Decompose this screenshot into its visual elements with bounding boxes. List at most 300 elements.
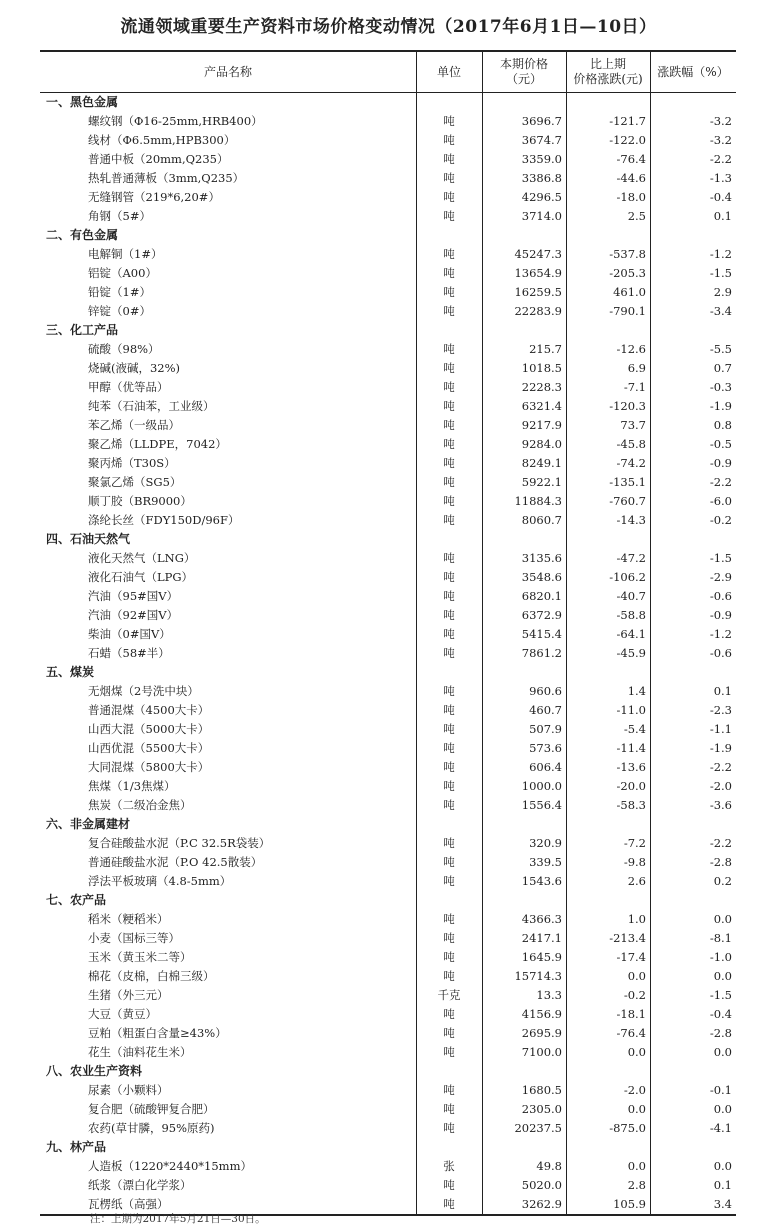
unit-cell: 吨 <box>443 589 455 603</box>
unit-cell: 吨 <box>443 1083 455 1097</box>
table-row <box>40 701 736 720</box>
unit-cell: 吨 <box>443 1178 455 1192</box>
section-row <box>40 891 736 910</box>
change-cell: -205.3 <box>609 266 646 280</box>
change-cell: -760.7 <box>609 494 646 508</box>
table-row <box>40 169 736 188</box>
percent-cell: -0.6 <box>709 646 732 660</box>
change-cell: 0.0 <box>627 969 646 983</box>
change-cell: -14.3 <box>616 513 646 527</box>
change-cell: -135.1 <box>609 475 646 489</box>
change-cell: 2.8 <box>627 1178 646 1192</box>
section-title: 七、农产品 <box>46 893 107 907</box>
table-body <box>40 93 736 1214</box>
change-cell: 2.5 <box>627 209 646 223</box>
unit-cell: 吨 <box>443 133 455 147</box>
percent-cell: -2.3 <box>709 703 732 717</box>
change-cell: -76.4 <box>616 152 646 166</box>
price-cell: 2305.0 <box>521 1102 562 1116</box>
percent-cell: -0.3 <box>709 380 732 394</box>
percent-cell: -1.5 <box>709 988 732 1002</box>
product-name: 普通硅酸盐水泥（P.O 42.5散装） <box>88 855 263 869</box>
percent-cell: -1.2 <box>709 247 732 261</box>
section-title: 二、有色金属 <box>46 228 119 242</box>
price-cell: 1000.0 <box>521 779 562 793</box>
product-name: 铅锭（1#） <box>88 285 151 299</box>
change-cell: -47.2 <box>616 551 646 565</box>
change-cell: -213.4 <box>609 931 646 945</box>
table-row <box>40 834 736 853</box>
product-name: 石蜡（58#半） <box>88 646 170 660</box>
price-cell: 5020.0 <box>521 1178 562 1192</box>
change-cell: -18.1 <box>616 1007 646 1021</box>
percent-cell: -2.9 <box>709 570 732 584</box>
price-cell: 2417.1 <box>521 931 562 945</box>
section-row <box>40 226 736 245</box>
header-change: 比上期 价格涨跌(元) <box>573 57 643 86</box>
price-cell: 2228.3 <box>521 380 562 394</box>
price-cell: 3386.8 <box>521 171 562 185</box>
section-row <box>40 1062 736 1081</box>
table-row <box>40 1157 736 1176</box>
table-row <box>40 1024 736 1043</box>
percent-cell: -1.9 <box>709 741 732 755</box>
percent-cell: -0.4 <box>709 190 732 204</box>
percent-cell: -3.2 <box>709 133 732 147</box>
percent-cell: -2.0 <box>709 779 732 793</box>
product-name: 聚氯乙烯（SG5） <box>88 475 182 489</box>
table-row <box>40 1043 736 1062</box>
change-cell: -58.8 <box>616 608 646 622</box>
price-cell: 8060.7 <box>521 513 562 527</box>
unit-cell: 吨 <box>443 209 455 223</box>
price-cell: 16259.5 <box>514 285 562 299</box>
change-cell: -120.3 <box>609 399 646 413</box>
table-header <box>40 50 736 93</box>
product-name: 角钢（5#） <box>88 209 151 223</box>
price-cell: 4156.9 <box>521 1007 562 1021</box>
percent-cell: -0.9 <box>709 456 732 470</box>
unit-cell: 吨 <box>443 912 455 926</box>
change-cell: 0.0 <box>627 1102 646 1116</box>
change-cell: -13.6 <box>616 760 646 774</box>
change-cell: -122.0 <box>609 133 646 147</box>
table-row <box>40 340 736 359</box>
percent-cell: -1.1 <box>709 722 732 736</box>
price-cell: 1680.5 <box>521 1083 562 1097</box>
percent-cell: -2.2 <box>709 152 732 166</box>
price-cell: 960.6 <box>529 684 562 698</box>
percent-cell: 0.2 <box>713 874 732 888</box>
price-cell: 5922.1 <box>521 475 562 489</box>
product-name: 铝锭（A00） <box>88 266 157 280</box>
column-divider <box>650 50 651 1216</box>
unit-cell: 张 <box>443 1159 455 1173</box>
change-cell: -875.0 <box>609 1121 646 1135</box>
change-cell: -9.8 <box>623 855 646 869</box>
price-cell: 8249.1 <box>521 456 562 470</box>
table-row <box>40 378 736 397</box>
percent-cell: -2.2 <box>709 760 732 774</box>
price-table <box>40 50 736 1216</box>
change-cell: -45.8 <box>616 437 646 451</box>
change-cell: 461.0 <box>613 285 646 299</box>
change-cell: -121.7 <box>609 114 646 128</box>
price-cell: 3696.7 <box>521 114 562 128</box>
unit-cell: 吨 <box>443 627 455 641</box>
unit-cell: 吨 <box>443 456 455 470</box>
change-cell: -790.1 <box>609 304 646 318</box>
column-divider <box>482 50 483 1216</box>
product-name: 尿素（小颗料） <box>88 1083 169 1097</box>
table-row <box>40 283 736 302</box>
price-cell: 49.8 <box>536 1159 562 1173</box>
change-cell: -76.4 <box>616 1026 646 1040</box>
table-row <box>40 1005 736 1024</box>
change-cell: -44.6 <box>616 171 646 185</box>
percent-cell: -3.6 <box>709 798 732 812</box>
percent-cell: 2.9 <box>713 285 732 299</box>
header-name: 产品名称 <box>203 64 252 79</box>
price-cell: 11884.3 <box>514 494 562 508</box>
section-row <box>40 663 736 682</box>
price-cell: 1645.9 <box>521 950 562 964</box>
unit-cell: 吨 <box>443 570 455 584</box>
change-cell: -7.2 <box>623 836 646 850</box>
price-cell: 5415.4 <box>521 627 562 641</box>
table-row <box>40 682 736 701</box>
price-cell: 22283.9 <box>514 304 562 318</box>
product-name: 浮法平板玻璃（4.8-5mm） <box>88 874 232 888</box>
unit-cell: 吨 <box>443 1102 455 1116</box>
product-name: 普通中板（20mm,Q235） <box>88 152 229 166</box>
percent-cell: 0.1 <box>713 209 732 223</box>
product-name: 烧碱(液碱，32%) <box>88 361 181 375</box>
percent-cell: -2.8 <box>709 1026 732 1040</box>
table-row <box>40 1100 736 1119</box>
table-row <box>40 397 736 416</box>
change-cell: 105.9 <box>613 1197 646 1211</box>
table-row <box>40 511 736 530</box>
product-name: 液化天然气（LNG） <box>88 551 196 565</box>
table-row <box>40 549 736 568</box>
percent-cell: 0.0 <box>713 1045 732 1059</box>
product-name: 焦炭（二级冶金焦） <box>88 798 192 812</box>
table-row <box>40 986 736 1005</box>
product-name: 花生（油料花生米） <box>88 1045 192 1059</box>
price-cell: 20237.5 <box>514 1121 562 1135</box>
change-cell: -11.4 <box>616 741 646 755</box>
percent-cell: 0.8 <box>713 418 732 432</box>
price-cell: 6321.4 <box>521 399 562 413</box>
product-name: 聚丙烯（T30S） <box>88 456 176 470</box>
unit-cell: 吨 <box>443 304 455 318</box>
percent-cell: 0.1 <box>713 684 732 698</box>
unit-cell: 吨 <box>443 931 455 945</box>
table-row <box>40 568 736 587</box>
percent-cell: -0.5 <box>709 437 732 451</box>
unit-cell: 吨 <box>443 741 455 755</box>
unit-cell: 吨 <box>443 874 455 888</box>
unit-cell: 吨 <box>443 798 455 812</box>
unit-cell: 吨 <box>443 779 455 793</box>
table-row <box>40 1119 736 1138</box>
unit-cell: 吨 <box>443 171 455 185</box>
unit-cell: 吨 <box>443 418 455 432</box>
price-cell: 13654.9 <box>514 266 562 280</box>
price-cell: 339.5 <box>529 855 562 869</box>
product-name: 涤纶长丝（FDY150D/96F） <box>88 513 240 527</box>
product-name: 焦煤（1/3焦煤） <box>88 779 176 793</box>
product-name: 苯乙烯（一级品） <box>88 418 180 432</box>
table-row <box>40 587 736 606</box>
price-cell: 320.9 <box>529 836 562 850</box>
table-row <box>40 207 736 226</box>
change-cell: -12.6 <box>616 342 646 356</box>
product-name: 无烟煤（2号洗中块） <box>88 684 199 698</box>
price-cell: 6372.9 <box>521 608 562 622</box>
percent-cell: -1.5 <box>709 551 732 565</box>
percent-cell: 0.0 <box>713 1102 732 1116</box>
price-cell: 3135.6 <box>521 551 562 565</box>
percent-cell: 0.0 <box>713 912 732 926</box>
unit-cell: 吨 <box>443 247 455 261</box>
price-cell: 1018.5 <box>521 361 562 375</box>
price-cell: 9284.0 <box>521 437 562 451</box>
header-pct: 涨跌幅（%） <box>657 64 729 79</box>
change-cell: -58.3 <box>616 798 646 812</box>
price-cell: 507.9 <box>529 722 562 736</box>
percent-cell: -0.2 <box>709 513 732 527</box>
price-cell: 9217.9 <box>521 418 562 432</box>
product-name: 生猪（外三元） <box>88 988 169 1002</box>
change-cell: 0.0 <box>627 1045 646 1059</box>
change-cell: -18.0 <box>616 190 646 204</box>
unit-cell: 吨 <box>443 608 455 622</box>
unit-cell: 吨 <box>443 399 455 413</box>
table-row <box>40 150 736 169</box>
percent-cell: -0.9 <box>709 608 732 622</box>
table-row <box>40 435 736 454</box>
product-name: 复合肥（硫酸钾复合肥） <box>88 1102 215 1116</box>
product-name: 柴油（0#国Ⅴ） <box>88 627 171 641</box>
column-divider <box>416 50 417 1216</box>
table-row <box>40 416 736 435</box>
product-name: 山西优混（5500大卡） <box>88 741 210 755</box>
percent-cell: -3.2 <box>709 114 732 128</box>
percent-cell: -1.2 <box>709 627 732 641</box>
column-divider <box>566 50 567 1216</box>
section-title: 三、化工产品 <box>46 323 119 337</box>
product-name: 线材（Φ6.5mm,HPB300） <box>88 133 236 147</box>
percent-cell: -6.0 <box>709 494 732 508</box>
change-cell: -17.4 <box>616 950 646 964</box>
change-cell: -2.0 <box>623 1083 646 1097</box>
unit-cell: 吨 <box>443 703 455 717</box>
product-name: 小麦（国标三等） <box>88 931 180 945</box>
price-cell: 15714.3 <box>514 969 562 983</box>
unit-cell: 吨 <box>443 380 455 394</box>
change-cell: -40.7 <box>616 589 646 603</box>
change-cell: -537.8 <box>609 247 646 261</box>
product-name: 人造板（1220*2440*15mm） <box>88 1159 252 1173</box>
percent-cell: 0.1 <box>713 1178 732 1192</box>
table-row <box>40 112 736 131</box>
price-cell: 3262.9 <box>521 1197 562 1211</box>
change-cell: -0.2 <box>623 988 646 1002</box>
header-unit: 单位 <box>436 64 461 79</box>
section-row <box>40 530 736 549</box>
product-name: 螺纹钢（Φ16-25mm,HRB400） <box>88 114 263 128</box>
product-name: 纸浆（漂白化学浆） <box>88 1178 192 1192</box>
price-cell: 3674.7 <box>521 133 562 147</box>
unit-cell: 吨 <box>443 285 455 299</box>
table-row <box>40 625 736 644</box>
change-cell: -20.0 <box>616 779 646 793</box>
percent-cell: -3.4 <box>709 304 732 318</box>
section-row <box>40 321 736 340</box>
unit-cell: 吨 <box>443 114 455 128</box>
unit-cell: 吨 <box>443 950 455 964</box>
product-name: 玉米（黄玉米二等） <box>88 950 192 964</box>
change-cell: 0.0 <box>627 1159 646 1173</box>
product-name: 汽油（92#国Ⅴ） <box>88 608 179 622</box>
price-cell: 7861.2 <box>521 646 562 660</box>
table-row <box>40 131 736 150</box>
product-name: 顺丁胶（BR9000） <box>88 494 192 508</box>
table-row <box>40 853 736 872</box>
price-cell: 606.4 <box>529 760 562 774</box>
change-cell: 1.0 <box>627 912 646 926</box>
price-cell: 45247.3 <box>514 247 562 261</box>
product-name: 热轧普通薄板（3mm,Q235） <box>88 171 245 185</box>
table-row <box>40 1081 736 1100</box>
product-name: 普通混煤（4500大卡） <box>88 703 210 717</box>
percent-cell: -2.2 <box>709 475 732 489</box>
table-row <box>40 1176 736 1195</box>
change-cell: -7.1 <box>623 380 646 394</box>
percent-cell: -5.5 <box>709 342 732 356</box>
change-cell: -11.0 <box>616 703 646 717</box>
price-cell: 573.6 <box>529 741 562 755</box>
unit-cell: 吨 <box>443 1026 455 1040</box>
unit-cell: 吨 <box>443 1121 455 1135</box>
table-row <box>40 245 736 264</box>
unit-cell: 吨 <box>443 969 455 983</box>
unit-cell: 吨 <box>443 722 455 736</box>
price-cell: 215.7 <box>529 342 562 356</box>
percent-cell: -1.9 <box>709 399 732 413</box>
table-row <box>40 910 736 929</box>
price-cell: 7100.0 <box>521 1045 562 1059</box>
product-name: 硫酸（98%） <box>88 342 160 356</box>
change-cell: -5.4 <box>623 722 646 736</box>
unit-cell: 吨 <box>443 475 455 489</box>
change-cell: -74.2 <box>616 456 646 470</box>
percent-cell: -0.4 <box>709 1007 732 1021</box>
product-name: 棉花（皮棉，白棉三级） <box>88 969 215 983</box>
product-name: 液化石油气（LPG） <box>88 570 194 584</box>
unit-cell: 吨 <box>443 437 455 451</box>
product-name: 稻米（粳稻米） <box>88 912 169 926</box>
change-cell: -64.1 <box>616 627 646 641</box>
product-name: 农药(草甘膦，95%原药) <box>88 1121 215 1135</box>
price-cell: 4296.5 <box>521 190 562 204</box>
product-name: 甲醇（优等品） <box>88 380 169 394</box>
product-name: 无缝钢管（219*6,20#） <box>88 190 220 204</box>
price-cell: 3359.0 <box>521 152 562 166</box>
section-title: 六、非金属建材 <box>46 817 131 831</box>
table-row <box>40 606 736 625</box>
table-row <box>40 796 736 815</box>
unit-cell: 吨 <box>443 836 455 850</box>
product-name: 豆粕（粗蛋白含量≥43%） <box>88 1026 227 1040</box>
unit-cell: 吨 <box>443 760 455 774</box>
section-title: 五、煤炭 <box>46 665 95 679</box>
section-row <box>40 93 736 112</box>
table-row <box>40 948 736 967</box>
unit-cell: 千克 <box>437 988 461 1002</box>
table-row <box>40 188 736 207</box>
table-row <box>40 454 736 473</box>
table-row <box>40 492 736 511</box>
section-row <box>40 1138 736 1157</box>
unit-cell: 吨 <box>443 361 455 375</box>
product-name: 汽油（95#国Ⅴ） <box>88 589 179 603</box>
section-title: 九、林产品 <box>46 1140 107 1154</box>
unit-cell: 吨 <box>443 152 455 166</box>
percent-cell: 3.4 <box>713 1197 732 1211</box>
table-row <box>40 739 736 758</box>
change-cell: 1.4 <box>627 684 646 698</box>
percent-cell: -0.1 <box>709 1083 732 1097</box>
table-row <box>40 302 736 321</box>
section-title: 四、石油天然气 <box>46 532 131 546</box>
table-row <box>40 967 736 986</box>
percent-cell: -0.6 <box>709 589 732 603</box>
header-price: 本期价格 （元） <box>499 57 548 86</box>
footnote: 注：上期为2017年5月21日—30日。 <box>90 1213 266 1225</box>
table-row <box>40 644 736 663</box>
table-row <box>40 359 736 378</box>
table-row <box>40 758 736 777</box>
unit-cell: 吨 <box>443 494 455 508</box>
page-title: 流通领域重要生产资料市场价格变动情况（2017年6月1日—10日） <box>120 17 657 37</box>
percent-cell: 0.0 <box>713 1159 732 1173</box>
change-cell: 73.7 <box>620 418 646 432</box>
product-name: 聚乙烯（LLDPE，7042） <box>88 437 227 451</box>
price-cell: 460.7 <box>529 703 562 717</box>
unit-cell: 吨 <box>443 1007 455 1021</box>
price-cell: 2695.9 <box>521 1026 562 1040</box>
table-row <box>40 264 736 283</box>
percent-cell: -4.1 <box>709 1121 732 1135</box>
percent-cell: -1.5 <box>709 266 732 280</box>
change-cell: 6.9 <box>627 361 646 375</box>
section-row <box>40 815 736 834</box>
unit-cell: 吨 <box>443 1197 455 1211</box>
unit-cell: 吨 <box>443 551 455 565</box>
unit-cell: 吨 <box>443 190 455 204</box>
unit-cell: 吨 <box>443 513 455 527</box>
product-name: 电解铜（1#） <box>88 247 163 261</box>
unit-cell: 吨 <box>443 646 455 660</box>
table-row <box>40 929 736 948</box>
unit-cell: 吨 <box>443 684 455 698</box>
section-title: 一、黑色金属 <box>46 95 119 109</box>
table-row <box>40 720 736 739</box>
price-cell: 13.3 <box>536 988 562 1002</box>
